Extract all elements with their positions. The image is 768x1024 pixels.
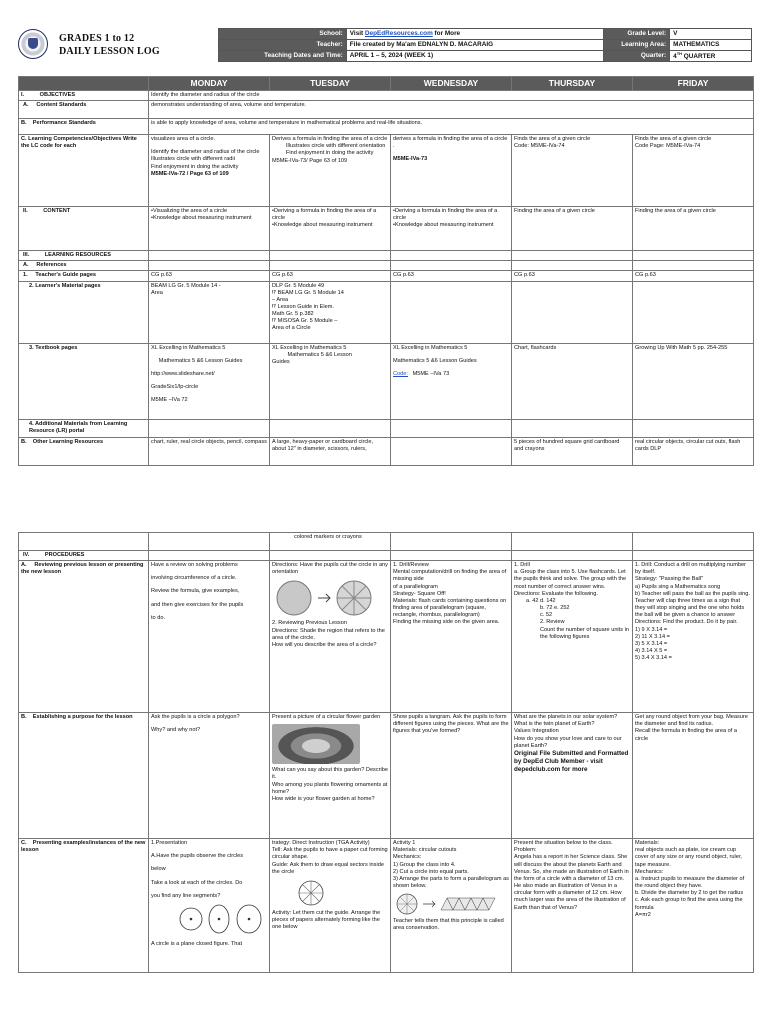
c-line: below bbox=[151, 866, 166, 873]
circles-diagram bbox=[179, 903, 265, 935]
empty-cell bbox=[633, 281, 754, 343]
tb-line: Mathematics 5 &6 Lesson bbox=[272, 351, 352, 358]
tb-monday bbox=[149, 343, 270, 419]
a-line: Mental computation/drill on finding the area of missing side bbox=[393, 569, 507, 583]
content-line: Finding the area of a given circle bbox=[635, 208, 716, 215]
lm-line: Area of a Circle bbox=[272, 325, 311, 332]
day-tuesday: TUESDAY bbox=[270, 77, 391, 91]
cut-circle-diagram bbox=[272, 579, 388, 617]
c-line: Problem: bbox=[514, 847, 537, 854]
objectives-value: Identify the diameter and radius of the circle bbox=[149, 90, 754, 100]
a-line: 5) 3.4 X 3.14 = bbox=[635, 655, 672, 662]
b-line: Values Integration bbox=[514, 728, 559, 735]
a-line: 2. Reviewing Previous Lesson bbox=[272, 620, 347, 627]
grade-label: Grade Level: bbox=[604, 29, 670, 40]
other-resources-label: B. Other Learning Resources bbox=[19, 437, 149, 465]
c-line: 2) Cut a circle into equal parts. bbox=[393, 868, 469, 875]
a-line: of a parallelogram bbox=[393, 583, 438, 590]
reviewing-label: A. Reviewing previous lesson or presenting the new lesson bbox=[19, 561, 149, 713]
purpose-label: B. Establishing a purpose for the lesson bbox=[19, 713, 149, 839]
a-line: 3) 5 X 3.14 = bbox=[635, 640, 668, 647]
a-item: 2. Review bbox=[540, 619, 565, 626]
lc-code: M5ME-IVa-73/ Page 63 of 109 bbox=[272, 157, 348, 164]
a-tuesday bbox=[270, 561, 391, 713]
a-line: 2) 11 X 3.14 = bbox=[635, 633, 670, 640]
lm-line: ⁉ Lesson Guide in Elem. bbox=[272, 303, 334, 310]
b-line: What can you say about this garden? Describe it. bbox=[272, 767, 388, 781]
lc-code: M5ME-IVa-73 bbox=[393, 156, 428, 163]
tb-line: GradeSix1/lp-circle bbox=[151, 383, 199, 390]
c-line: Activity: Let them cut the guide. Arrange the pieces of papers alternately forming like the one below bbox=[272, 909, 381, 931]
teacher-value: File created by Ma'am EDNALYN D. MACARAIG bbox=[346, 40, 603, 51]
content-line: •Deriving a formula in finding the area of a circle bbox=[393, 208, 498, 222]
c-line: Present the situation below to the class. bbox=[514, 840, 613, 847]
textbook-label: 3. Textbook pages bbox=[19, 343, 149, 419]
a-line: Finding the missing side on the given area. bbox=[393, 619, 500, 626]
lm-line: Math Gr. 5 p.382 bbox=[272, 311, 314, 318]
c-line: real objects such as plate, ice cream cup cover of any size or any round object, ruler, tape measure. bbox=[635, 847, 742, 868]
lc-text: visualizes area of a circle. bbox=[151, 136, 216, 143]
a-line: Have a review on solving problems bbox=[151, 562, 238, 569]
empty-cell bbox=[512, 281, 633, 343]
a-line: Directions: Shade the region that refers to the area of the circle. bbox=[272, 627, 385, 641]
a-friday bbox=[633, 561, 754, 713]
depedresources-link[interactable]: DepEdResources.com bbox=[364, 29, 433, 37]
a-line: 1) 9 X 3.14 = bbox=[635, 626, 668, 633]
lm-line: Area bbox=[151, 289, 163, 296]
c-line: 1.Presentation bbox=[151, 840, 188, 847]
empty-cell bbox=[391, 281, 512, 343]
lc-text: Find enjoyment in doing the activity bbox=[151, 163, 239, 170]
tg-wednesday: CG p.63 bbox=[391, 271, 512, 281]
empty-cell bbox=[149, 533, 270, 551]
lm-line: – Area bbox=[272, 296, 289, 303]
learners-material-label: 2. Learner's Material pages bbox=[19, 281, 149, 343]
lm-tuesday bbox=[270, 281, 391, 343]
content-line: •Deriving a formula in finding the area of a circle bbox=[272, 208, 377, 222]
a-monday bbox=[149, 561, 270, 713]
a-line: Review the formula, give examples, bbox=[151, 588, 240, 595]
b-monday bbox=[149, 713, 270, 839]
empty-cell bbox=[391, 551, 512, 561]
c-line: Materials: circular cutouts bbox=[393, 847, 457, 854]
references-label: A. References bbox=[19, 261, 149, 271]
tb-line: XL Excelling in Mathematics 5 bbox=[393, 344, 468, 351]
b-line: Get any round object from your bag. Measure the diameter and find its radius. bbox=[635, 714, 748, 728]
c-line: A circle is a plane closed figure. That bbox=[151, 940, 242, 947]
empty-cell bbox=[512, 419, 633, 437]
lm-line: BEAM LG Gr. 5 Module 14 - bbox=[151, 282, 221, 289]
empty-cell bbox=[512, 551, 633, 561]
content-line: •Knowledge about measuring instrument bbox=[393, 222, 494, 229]
a-line: 4) 3.14 X 5 = bbox=[635, 648, 668, 655]
school-suffix: for More bbox=[432, 29, 461, 37]
additional-materials-label: 4. Additional Materials from Learning Resource (LR) portal bbox=[19, 419, 149, 437]
a-item: b. 72 e. 252 bbox=[540, 605, 570, 612]
other-tuesday: A large, heavy-paper or cardboard circle, about 12" in diameter, scissors, rulers, bbox=[270, 437, 391, 465]
c-line: 3) Arrange the parts to form a parallelogram as shown below. bbox=[393, 875, 509, 890]
quarter-label: Quarter: bbox=[604, 51, 670, 62]
day-thursday: THURSDAY bbox=[512, 77, 633, 91]
b-line: Ask the pupils is a circle a polygon? bbox=[151, 714, 240, 721]
teachers-guide-label: 1. Teacher's Guide pages bbox=[19, 271, 149, 281]
flower-garden-photo bbox=[272, 724, 360, 764]
a-line: 1. Drill: Conduct a drill on multiplying number by itself. bbox=[635, 562, 746, 576]
a-line: Materials: flash cards containing questions on finding area of parallelogram (square, rectangle, rhombus, parallelogram) bbox=[393, 597, 507, 619]
empty-cell bbox=[633, 419, 754, 437]
tb-tuesday bbox=[270, 343, 391, 419]
performance-standards-value: is able to apply knowledge of area, volume and temperature in mathematical problems and real-life situations. bbox=[149, 119, 754, 135]
content-thursday bbox=[512, 207, 633, 251]
lc-code: Code: M5ME-IVa-74 bbox=[514, 143, 565, 150]
lm-line: ⁉ BEAM LG Gr. 5 Module 14 bbox=[272, 289, 344, 296]
tb-line: M5ME –IVa 72 bbox=[151, 397, 188, 404]
empty-cell bbox=[149, 551, 270, 561]
empty-cell bbox=[391, 533, 512, 551]
c-line: 1) Group the class into 4. bbox=[393, 861, 456, 868]
c-monday bbox=[149, 839, 270, 973]
corner-cell bbox=[19, 77, 149, 91]
a-line: 1. Drill/Review bbox=[393, 562, 429, 569]
objectives-label: I. OBJECTIVES bbox=[19, 90, 149, 100]
a-line: Directions: Find the product. Do it by pair. bbox=[635, 619, 738, 626]
lc-text: derives a formula in finding the area of a circle . bbox=[393, 136, 508, 150]
dates-value: APRIL 1 – 5, 2024 (WEEK 1) bbox=[346, 51, 603, 62]
empty-cell bbox=[512, 533, 633, 551]
a-line: b) Teacher will pass the ball as the pupils sing. Teacher will clap three times as a sign that they will stop singing and the one who holds the ball will be given a chance to answer bbox=[635, 590, 750, 619]
c-line: Angela has a report in her Science class. She will discuss the about the planets Earth and Venus. So, she made an illustration of Earth in the form of a circle with a diameter of 13 cm. He also made an illustration of Venus in a circular form with a diameter of 12 cm. How much larger was the area of the illustration of Earth than that of Venus? bbox=[514, 854, 629, 911]
a-line: 1. Drill bbox=[514, 562, 530, 569]
sector-circle-diagram bbox=[296, 879, 326, 907]
tb-wednesday bbox=[391, 343, 512, 419]
tb-line: XL Excelling in Mathematics 5 bbox=[151, 344, 226, 351]
content-standards-value: demonstrates understanding of area, volume and temperature. bbox=[149, 101, 754, 119]
tb-line: Guides bbox=[272, 358, 290, 365]
school-value bbox=[346, 29, 603, 40]
c-line: trategy: Direct Instruction (TGA Activity) bbox=[272, 840, 370, 847]
resources-label: III. LEARNING RESOURCES bbox=[19, 251, 149, 261]
c-tuesday bbox=[270, 839, 391, 973]
c-line: Take a look at each of the circles. Do bbox=[151, 879, 243, 886]
competencies-friday bbox=[633, 135, 754, 207]
competencies-tuesday bbox=[270, 135, 391, 207]
b-line: How do you show your love and care to our planet Earth? bbox=[514, 735, 622, 749]
b-tuesday bbox=[270, 713, 391, 839]
empty-cell bbox=[512, 261, 633, 271]
a-item: a. 42 d. 142 bbox=[526, 597, 556, 604]
other-monday: chart, ruler, real circle objects, pencil, compass bbox=[149, 437, 270, 465]
c-line: Teacher tells them that this principle is called area conservation. bbox=[393, 918, 504, 932]
tg-tuesday: CG p.63 bbox=[270, 271, 391, 281]
a-line: Strategy: "Passing the Ball" bbox=[635, 576, 704, 583]
lm-line: DLP Gr. 5 Module 49 bbox=[272, 282, 325, 289]
carry-text: colored markers or crayons bbox=[294, 534, 362, 540]
a-thursday bbox=[512, 561, 633, 713]
a-line: a. Group the class into 5. Use flashcards. Let the pupils think and solve. The group with the most number of correct answer wins. bbox=[514, 569, 627, 590]
b-friday bbox=[633, 713, 754, 839]
c-line: a. Instruct pupils to measure the diameter of the round object they have. bbox=[635, 875, 745, 890]
tb-line: Mathematics 5 &6 Lesson Guides bbox=[151, 357, 243, 364]
content-line: •Knowledge about measuring instrument bbox=[272, 222, 373, 229]
deped-seal-logo bbox=[18, 29, 48, 59]
other-friday: real circular objects, circular cut outs, flash cards DLP bbox=[633, 437, 754, 465]
b-thursday bbox=[512, 713, 633, 839]
tb-line: http://www.slideshare.net/ bbox=[151, 370, 215, 377]
a-line: to do. bbox=[151, 614, 165, 621]
tb-friday bbox=[633, 343, 754, 419]
day-friday: FRIDAY bbox=[633, 77, 754, 91]
content-tuesday bbox=[270, 207, 391, 251]
content-line: •Visualizing the area of a circle bbox=[151, 208, 228, 215]
c-line: Mechanics: bbox=[393, 854, 422, 861]
lc-text: Find enjoyment in doing the activity bbox=[272, 150, 374, 157]
title-grades: GRADES 1 to 12 bbox=[59, 33, 135, 44]
b-line: Recall the formula in finding the area of a circle bbox=[635, 728, 737, 742]
dates-label: Teaching Dates and Time: bbox=[219, 51, 347, 62]
performance-standards-label: B. Performance Standards bbox=[19, 119, 149, 135]
competencies-monday bbox=[149, 135, 270, 207]
tb-line: Growing Up With Math 5 pp. 254-255 bbox=[635, 344, 728, 351]
c-line: you find any line segments? bbox=[151, 892, 221, 899]
code-link[interactable]: Code: bbox=[393, 370, 408, 377]
other-thursday: 5 pieces of hundred square grid cardboard and crayons bbox=[512, 437, 633, 465]
area-label: Learning Area: bbox=[604, 40, 670, 51]
c-thursday bbox=[512, 839, 633, 973]
lc-text: Finds the area of a given circle bbox=[635, 136, 712, 143]
a-line: Directions: Have the pupils cut the circle in any orientation bbox=[272, 562, 388, 576]
empty-cell bbox=[270, 251, 391, 261]
a-line: Directions: Evaluate the following. bbox=[514, 590, 598, 597]
empty-cell bbox=[391, 419, 512, 437]
a-line: Strategy- Square Off! bbox=[393, 590, 446, 597]
c-line: Activity 1 bbox=[393, 840, 416, 847]
content-monday bbox=[149, 207, 270, 251]
b-line: How wide is your flower garden at home? bbox=[272, 795, 375, 802]
lc-text: Derives a formula in finding the area of a circle bbox=[272, 136, 388, 143]
tb-thursday bbox=[512, 343, 633, 419]
c-wednesday bbox=[391, 839, 512, 973]
day-wednesday: WEDNESDAY bbox=[391, 77, 512, 91]
empty-cell bbox=[149, 419, 270, 437]
c-line: Guide: Ask them to draw equal sectors inside the circle bbox=[272, 861, 384, 875]
empty-cell bbox=[19, 533, 149, 551]
tg-thursday: CG p.63 bbox=[512, 271, 633, 281]
c-line: Mechanics: bbox=[635, 868, 664, 875]
content-line: •Knowledge about measuring instrument bbox=[151, 215, 252, 222]
lc-text: Finds the area of a given circle bbox=[514, 136, 591, 143]
lm-monday bbox=[149, 281, 270, 343]
b-line: What are the planets in our solar system? bbox=[514, 714, 618, 721]
title-daily-lesson-log: DAILY LESSON LOG bbox=[59, 46, 160, 57]
b-line: What is the twin planet of Earth? bbox=[514, 721, 595, 728]
tg-friday: CG p.63 bbox=[633, 271, 754, 281]
content-standards-label: A. Content Standards bbox=[19, 101, 149, 119]
content-line: Finding the area of a given circle bbox=[514, 208, 595, 215]
b-line: Present a picture of a circular flower garden bbox=[272, 714, 381, 721]
teacher-label: Teacher: bbox=[219, 40, 347, 51]
quarter-value: 4TH QUARTER bbox=[670, 51, 752, 62]
lc-text: Illustrates circle with different radii bbox=[151, 156, 235, 163]
lc-text: Illustrates circle with different orientation bbox=[272, 143, 386, 150]
empty-cell bbox=[391, 261, 512, 271]
depedclub-note: Original File Submitted and Formatted by DepEd Club Member - visit depedclub.com for more bbox=[514, 749, 629, 774]
lc-code: Code Page: M5ME-IVa-74 bbox=[635, 143, 701, 150]
school-prefix: Visit bbox=[349, 29, 365, 37]
tb-line: XL Excelling in Mathematics 5 bbox=[272, 344, 347, 351]
empty-cell bbox=[270, 551, 391, 561]
empty-cell bbox=[270, 419, 391, 437]
content-label: II. CONTENT bbox=[19, 207, 149, 251]
empty-cell bbox=[149, 261, 270, 271]
content-wednesday bbox=[391, 207, 512, 251]
tg-monday: CG p.63 bbox=[149, 271, 270, 281]
carry-over-text bbox=[270, 533, 391, 551]
lc-code: M5ME-IVa-72 / Page 63 of 109 bbox=[151, 170, 229, 177]
empty-cell bbox=[633, 251, 754, 261]
lesson-log-header bbox=[18, 28, 752, 65]
b-line: Who among you plants flowering ornaments at home? bbox=[272, 781, 388, 795]
c-line: Materials: bbox=[635, 840, 660, 847]
header-info-table bbox=[218, 28, 752, 62]
presenting-examples-label: C. Presenting examples/instances of the new lesson bbox=[19, 839, 149, 973]
c-line: c. Ask each group to find the area using the formula bbox=[635, 897, 743, 911]
b-wednesday bbox=[391, 713, 512, 839]
a-line: How will you describe the area of a circle? bbox=[272, 641, 377, 648]
c-friday bbox=[633, 839, 754, 973]
a-line: and then give exercises for the pupils bbox=[151, 601, 244, 608]
lm-line: ⁉ MISOSA Gr. 5 Module – bbox=[272, 318, 338, 325]
tb-line: Mathematics 5 &6 Lesson Guides bbox=[393, 357, 477, 364]
day-monday: MONDAY bbox=[149, 77, 270, 91]
empty-cell bbox=[512, 251, 633, 261]
empty-cell bbox=[633, 551, 754, 561]
area-value: MATHEMATICS bbox=[670, 40, 752, 51]
empty-cell bbox=[391, 251, 512, 261]
competencies-wednesday bbox=[391, 135, 512, 207]
empty-cell bbox=[633, 533, 754, 551]
c-line: A=πr2 bbox=[635, 911, 651, 918]
c-line: Tell: Ask the pupils to have a paper cut forming circular shape. bbox=[272, 847, 388, 861]
circle-to-parallelogram-diagram bbox=[393, 893, 505, 915]
a-line: a) Pupils sing a Mathematics song bbox=[635, 583, 721, 590]
code-text: M5ME –IVa 73 bbox=[407, 370, 450, 377]
competencies-thursday bbox=[512, 135, 633, 207]
content-friday bbox=[633, 207, 754, 251]
empty-cell bbox=[633, 261, 754, 271]
a-line: involving circumference of a circle. bbox=[151, 575, 237, 582]
empty-cell bbox=[149, 251, 270, 261]
a-wednesday bbox=[391, 561, 512, 713]
procedures-label: IV. PROCEDURES bbox=[19, 551, 149, 561]
school-label: School: bbox=[219, 29, 347, 40]
lesson-table-page2 bbox=[18, 532, 754, 973]
competencies-label: C. Learning Competencies/Objectives Write the LC code for each bbox=[19, 135, 149, 207]
lesson-table-page1 bbox=[18, 76, 754, 466]
other-wednesday bbox=[391, 437, 512, 465]
c-line: A.Have the pupils observe the circles bbox=[151, 853, 244, 860]
c-line: b. Divide the diameter by 2 to get the radius bbox=[635, 890, 744, 897]
empty-cell bbox=[270, 261, 391, 271]
grade-value: V bbox=[670, 29, 752, 40]
a-item: c. 52 bbox=[540, 612, 553, 619]
b-line: Show pupils a tangram. Ask the pupils to form different figures using the pieces. What are the figures that you've formed? bbox=[393, 714, 509, 735]
tb-line: Chart, flashcards bbox=[514, 344, 557, 351]
a-item: Count the number of square units in the following figures bbox=[540, 626, 629, 640]
lc-text: Identify the diameter and radius of the circle bbox=[151, 149, 260, 156]
b-line: Why? and why not? bbox=[151, 727, 201, 734]
